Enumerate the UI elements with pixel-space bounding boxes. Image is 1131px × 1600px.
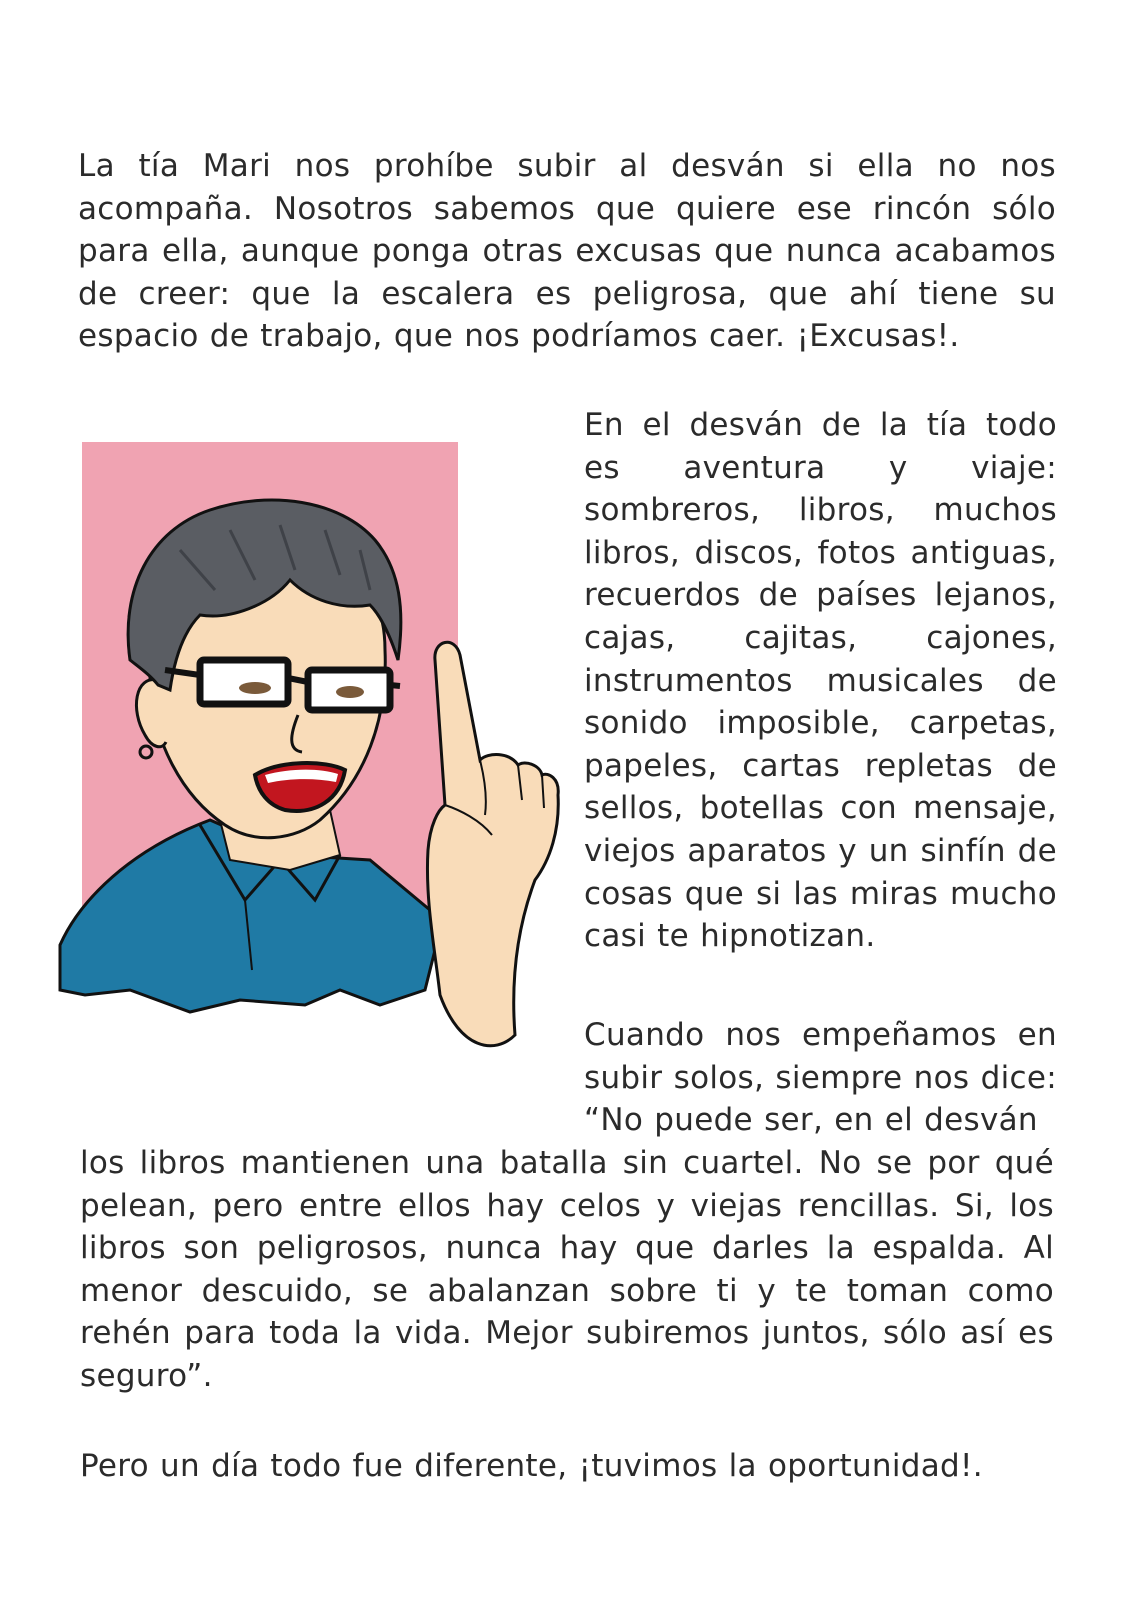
raised-hand: [427, 642, 558, 1045]
paragraph-intro: La tía Mari nos prohíbe subir al desván si ella no nos acompaña. Nosotros sabemos que quiere ese rincón sólo para ella, aunque ponga otras excusas que nunca acabamos de creer: que la escalera es peligrosa, que ahí tiene su espacio de trabajo, que nos podríamos caer. ¡Excusas!.: [78, 148, 1056, 355]
aunt-pointing-illustration: [40, 430, 580, 1100]
glasses-left-lens: [200, 660, 288, 704]
paragraph-aunt-warning-end: los libros mantienen una batalla sin cuartel. No se por qué pelean, pero entre ellos hay celos y viejas rencillas. Si, los libros son peligrosos, nunca hay que darles la espalda. Al menor descuido, se abalanzan sobre ti y te toman como rehén para toda la vida. Mejor subiremos juntos, sólo así es seguro”.: [80, 1145, 1054, 1394]
paragraph-closing: Pero un día todo fue diferente, ¡tuvimos la oportunidad!.: [80, 1448, 983, 1484]
paragraph-attic-contents: En el desván de la tía todo es aventura y viaje: sombreros, libros, muchos libros, discos, fotos antiguas, recuerdos de países lejanos, cajas, cajitas, cajones, instrumentos musicales de sonido imposible, carpetas, papeles, cartas repletas de sellos, botellas con mensaje, viejos aparatos y un sinfín de cosas que si las miras mucho casi te hipnotizan.: [584, 407, 1057, 955]
paragraph-aunt-warning-start: Cuando nos empeñamos en subir solos, siempre nos dice: “No puede ser, en el desván: [584, 1017, 1057, 1139]
